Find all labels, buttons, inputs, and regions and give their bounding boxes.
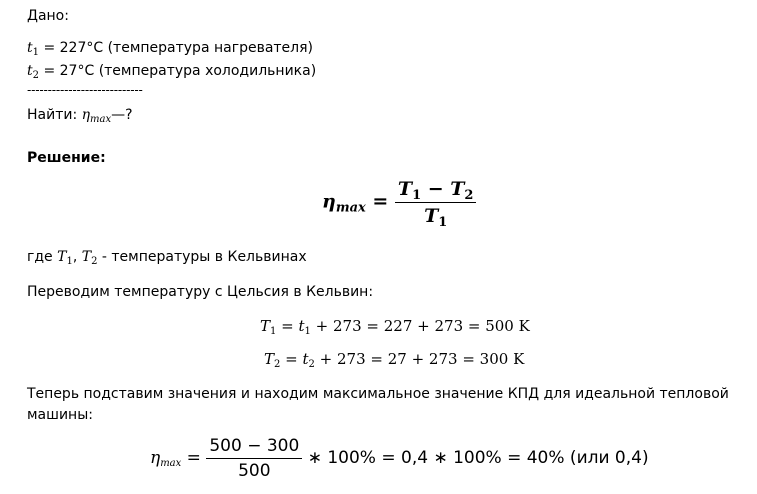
numerator-T2-subscript: 2	[464, 188, 474, 203]
eq1-rest: + 273 = 227 + 273 = 500 K	[310, 317, 530, 335]
t1-subscript: 1	[32, 47, 40, 58]
eq1-t-subscript: 1	[304, 326, 311, 337]
eta-symbol: η	[81, 107, 91, 123]
given-label: Дано:	[27, 8, 69, 24]
t1-description: (температура нагревателя)	[107, 40, 313, 56]
where-comma: ,	[72, 249, 82, 265]
final-numerator: 500 − 300	[206, 436, 302, 459]
final-efficiency-formula	[150, 436, 649, 481]
separator-line: ----------------------------	[27, 83, 143, 97]
numerator-T1-subscript: 1	[412, 188, 422, 203]
eq1-T-subscript: 1	[270, 326, 277, 337]
numerator-minus: −	[421, 178, 451, 200]
eq2-equals: =	[280, 350, 303, 368]
find-label: Найти:	[27, 107, 82, 123]
eq2-T-subscript: 2	[274, 359, 281, 370]
substitute-text-line1: Теперь подставим значения и находим максимальное значение КПД для идеальной тепловой	[27, 386, 729, 402]
conversion-equation-2	[264, 350, 524, 368]
formula-lhs-subscript: max	[335, 200, 366, 216]
where-text: - температуры в Кельвинах	[97, 249, 307, 265]
eq2-t-subscript: 2	[308, 359, 315, 370]
t2-subscript: 2	[32, 70, 40, 81]
conversion-equation-1	[260, 317, 530, 335]
eq2-rest: + 273 = 27 + 273 = 300 K	[314, 350, 525, 368]
eq1-T: T	[260, 317, 271, 335]
denominator-T1-subscript: 1	[438, 215, 448, 230]
final-denominator: 500	[238, 461, 271, 481]
given-t1-line	[27, 39, 313, 57]
formula-lhs: η	[322, 190, 336, 213]
eq2-T: T	[264, 350, 275, 368]
formula-numerator	[395, 178, 477, 203]
eq2-t: t	[302, 350, 309, 368]
where-T2-subscript: 2	[91, 256, 98, 267]
where-T1: T	[57, 249, 67, 265]
numerator-T2: T	[450, 178, 465, 200]
given-t2-line	[27, 62, 316, 80]
eta-subscript: max	[90, 114, 112, 125]
t1-symbol: t	[27, 40, 33, 56]
final-fraction	[206, 436, 302, 481]
find-line	[27, 106, 133, 124]
where-line	[27, 248, 307, 266]
eq1-equals: =	[276, 317, 299, 335]
t2-symbol: t	[27, 63, 33, 79]
solution-label: Решение:	[27, 150, 106, 166]
final-equals: =	[181, 448, 207, 468]
t2-description: (температура холодильника)	[98, 63, 317, 79]
where-prefix: где	[27, 249, 58, 265]
numerator-T1: T	[397, 178, 413, 200]
denominator-T1: T	[424, 205, 439, 227]
formula-denominator	[395, 203, 477, 230]
t1-value: = 227°C	[39, 40, 108, 56]
convert-text: Переводим температуру с Цельсия в Кельвин:	[27, 284, 374, 300]
where-T1-subscript: 1	[66, 256, 73, 267]
formula-equals: =	[365, 190, 395, 213]
where-T2: T	[81, 249, 92, 265]
final-result: ∗ 100% = 0,4 ∗ 100% = 40% (или 0,4)	[302, 448, 649, 468]
eq1-t: t	[298, 317, 305, 335]
efficiency-formula	[322, 178, 476, 230]
find-question: —?	[111, 107, 133, 123]
formula-fraction	[395, 178, 477, 230]
t2-value: = 27°C	[39, 63, 99, 79]
substitute-text-line2: машины:	[27, 407, 93, 423]
final-eta-subscript: max	[160, 458, 182, 469]
final-eta: η	[150, 448, 161, 468]
